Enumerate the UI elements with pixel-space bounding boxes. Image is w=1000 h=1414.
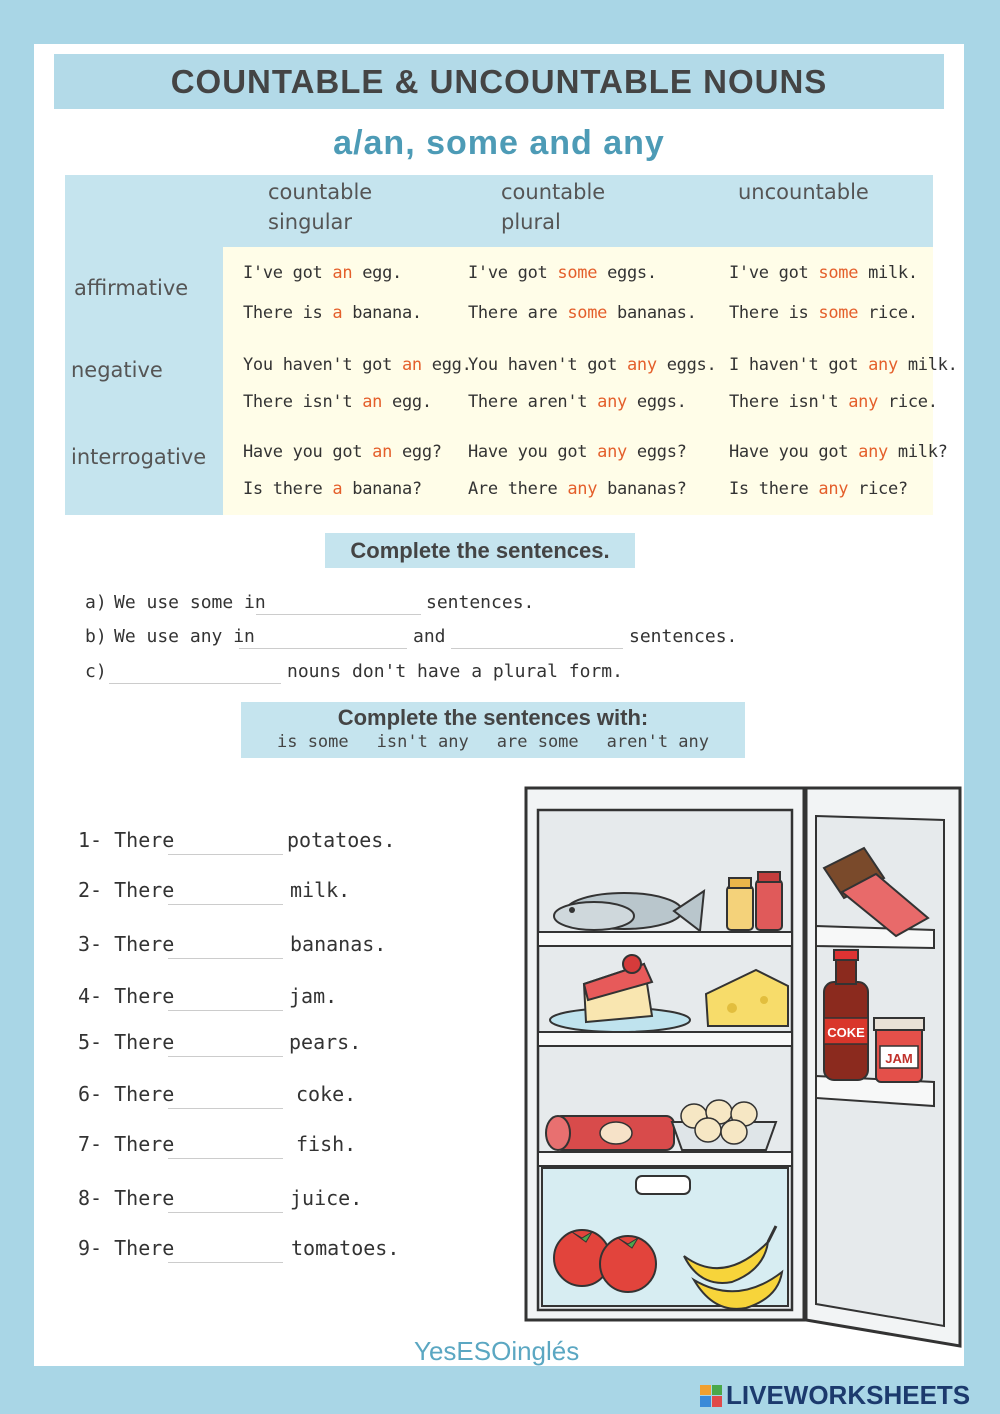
answer-blank[interactable]: [168, 1010, 283, 1011]
example-sentence: [243, 355, 472, 375]
exercise-item-noun: coke.: [296, 1082, 357, 1106]
example-sentence: [243, 303, 422, 323]
exercise1-title: Complete the sentences.: [350, 538, 610, 563]
ex1-b-blank-1[interactable]: [239, 648, 407, 649]
worksheet: [34, 44, 964, 1366]
answer-blank[interactable]: [168, 904, 283, 905]
exercise-item-number: 2- There: [78, 878, 175, 902]
exercise-item-noun: milk.: [290, 878, 351, 902]
example-sentence: [468, 392, 687, 412]
watermark-text: LIVEWORKSHEETS: [726, 1380, 971, 1410]
highlight-word: a: [332, 303, 343, 323]
sentence-part: Have you got: [729, 442, 859, 462]
ex1-c-label: c): [85, 661, 107, 682]
example-sentence: [729, 303, 918, 323]
sentence-part: rice?: [848, 479, 908, 499]
highlight-word: any: [818, 479, 849, 499]
row-header-affirmative: affirmative: [74, 276, 189, 300]
example-sentence: [243, 442, 442, 462]
highlight-word: some: [818, 303, 859, 323]
ex1-b-end: sentences.: [629, 626, 738, 647]
ex1-c-end: nouns don't have a plural form.: [287, 661, 623, 682]
exercise-item-number: 8- There: [78, 1186, 175, 1210]
highlight-word: an: [401, 355, 422, 375]
sentence-part: eggs?: [626, 442, 687, 462]
highlight-word: an: [362, 392, 383, 412]
highlight-word: some: [818, 263, 859, 283]
sentence-part: I've got: [468, 263, 558, 283]
sentence-part: egg?: [392, 442, 442, 462]
highlight-word: any: [597, 392, 627, 412]
exercise-item-number: 3- There: [78, 932, 175, 956]
sentence-part: I haven't got: [729, 355, 869, 375]
example-sentence: [729, 479, 908, 499]
highlight-word: any: [626, 355, 657, 375]
sentence-part: banana?: [342, 479, 422, 499]
ex1-a-end: sentences.: [426, 592, 535, 613]
sentence-part: There isn't: [243, 392, 363, 412]
sentence-part: You haven't got: [468, 355, 627, 375]
col-header-countable-plural: [501, 177, 701, 237]
answer-blank[interactable]: [168, 854, 283, 855]
highlight-word: a: [332, 479, 343, 499]
highlight-word: any: [597, 442, 627, 462]
liveworksheets-watermark: [700, 1380, 970, 1411]
col-header-line: uncountable: [738, 180, 869, 204]
jam-label: JAM: [885, 1051, 913, 1066]
highlight-word: some: [557, 263, 598, 283]
sentence-part: egg.: [382, 392, 432, 412]
col-header-line: plural: [501, 210, 561, 234]
example-sentence: [729, 392, 938, 412]
ex1-b-label: b): [85, 626, 107, 647]
sentence-part: milk.: [897, 355, 958, 375]
exercise-item-number: 4- There: [78, 984, 175, 1008]
example-sentence: [729, 263, 918, 283]
option-isnt-any: isn't any: [376, 732, 469, 752]
ex1-c-blank[interactable]: [109, 683, 281, 684]
row-header-interrogative: interrogative: [71, 445, 207, 469]
sentence-part: There aren't: [468, 392, 598, 412]
subtitle: a/an, some and any: [333, 124, 665, 162]
ex1-a-text: We use some in: [114, 592, 266, 613]
sentence-part: You haven't got: [243, 355, 402, 375]
row-header-negative: negative: [71, 358, 163, 382]
col-header-uncountable: [738, 177, 938, 207]
option-list: [241, 732, 745, 752]
sentence-part: rice.: [878, 392, 938, 412]
sentence-part: eggs.: [626, 392, 687, 412]
sentence-part: Is there: [243, 479, 333, 499]
sentence-part: I've got: [729, 263, 819, 283]
title-bar: [54, 54, 944, 109]
exercise-item-number: 7- There: [78, 1132, 175, 1156]
exercise-item-number: 1- There: [78, 828, 175, 852]
salami-icon: [546, 1116, 674, 1150]
fridge-illustration: [524, 786, 964, 1356]
example-sentence: [243, 392, 432, 412]
answer-blank[interactable]: [168, 1108, 283, 1109]
highlight-word: an: [372, 442, 393, 462]
sentence-part: egg.: [421, 355, 472, 375]
ex1-a-blank[interactable]: [256, 614, 421, 615]
sentence-part: eggs.: [656, 355, 717, 375]
coke-label: COKE: [827, 1025, 865, 1040]
ex1-a-label: a): [85, 592, 107, 613]
grammar-table: [65, 175, 958, 515]
page-title: COUNTABLE & UNCOUNTABLE NOUNS: [170, 62, 828, 100]
example-sentence: [468, 263, 657, 283]
highlight-word: any: [858, 442, 888, 462]
exercise-item-number: 6- There: [78, 1082, 175, 1106]
sentence-part: There is: [243, 303, 333, 323]
sentence-part: banana.: [342, 303, 422, 323]
option-are-some: are some: [496, 732, 579, 752]
highlight-word: any: [868, 355, 898, 375]
sentence-part: bananas?: [597, 479, 687, 499]
col-header-line: countable: [268, 180, 373, 204]
example-sentence: [468, 479, 687, 499]
exercise2-title-box: [241, 702, 745, 758]
drawer-handle: [636, 1176, 690, 1194]
sentence-part: bananas.: [607, 303, 697, 323]
exercise-item-number: 5- There: [78, 1030, 175, 1054]
exercise-item-noun: bananas.: [290, 932, 387, 956]
shelf: [538, 1032, 792, 1046]
answer-blank[interactable]: [168, 958, 283, 959]
highlight-word: any: [848, 392, 879, 412]
exercise2-title: Complete the sentences with:: [337, 705, 649, 730]
option-arent-any: aren't any: [606, 732, 710, 752]
ex1-b-and: and: [413, 626, 446, 647]
shelf: [538, 1152, 792, 1166]
example-sentence: [729, 442, 948, 462]
sentence-part: Have you got: [468, 442, 598, 462]
sentence-part: egg.: [352, 263, 402, 283]
sentence-part: eggs.: [597, 263, 657, 283]
exercise1-title-box: [325, 533, 635, 568]
exercise-item-noun: juice.: [290, 1186, 363, 1210]
sentence-part: milk?: [887, 442, 948, 462]
exercise-item-noun: potatoes.: [287, 828, 396, 852]
example-sentence: [468, 355, 716, 375]
col-header-line: countable: [501, 180, 606, 204]
col-header-countable-singular: [268, 177, 468, 237]
example-sentence: [729, 355, 958, 375]
example-sentence: [468, 303, 697, 323]
example-sentence: [243, 263, 402, 283]
col-header-line: singular: [268, 210, 353, 234]
sentence-part: Are there: [468, 479, 568, 499]
option-is-some: is some: [276, 732, 349, 752]
jam-jar-icon: [874, 1018, 924, 1082]
sentence-part: Is there: [729, 479, 819, 499]
sentence-part: There are: [468, 303, 568, 323]
exercise-item-noun: tomatoes.: [291, 1236, 400, 1260]
exercise-item-noun: pears.: [289, 1030, 362, 1054]
brand-logo: YesESOinglés: [414, 1336, 580, 1366]
sentence-part: Have you got: [243, 442, 373, 462]
sentence-part: I've got: [243, 263, 333, 283]
ex1-b-text: We use any in: [114, 626, 255, 647]
exercise-item-noun: jam.: [289, 984, 338, 1008]
answer-blank[interactable]: [168, 1056, 283, 1057]
shelf: [538, 932, 792, 946]
sentence-part: milk.: [858, 263, 918, 283]
example-sentence: [243, 479, 422, 499]
exercise-item-noun: fish.: [296, 1132, 357, 1156]
example-sentence: [468, 442, 687, 462]
examples-area: [223, 247, 933, 515]
answer-blank[interactable]: [168, 1158, 283, 1159]
exercise-item-number: 9- There: [78, 1236, 175, 1260]
highlight-word: some: [567, 303, 608, 323]
sentence-part: rice.: [858, 303, 918, 323]
answer-blank[interactable]: [168, 1212, 283, 1213]
ex1-b-blank-2[interactable]: [451, 648, 623, 649]
answer-blank[interactable]: [168, 1262, 283, 1263]
door-shelf: [816, 926, 934, 948]
highlight-word: any: [567, 479, 598, 499]
liveworksheets-logo-icon: [700, 1385, 722, 1407]
sentence-part: There is: [729, 303, 819, 323]
highlight-word: an: [332, 263, 353, 283]
sentence-part: There isn't: [729, 392, 849, 412]
